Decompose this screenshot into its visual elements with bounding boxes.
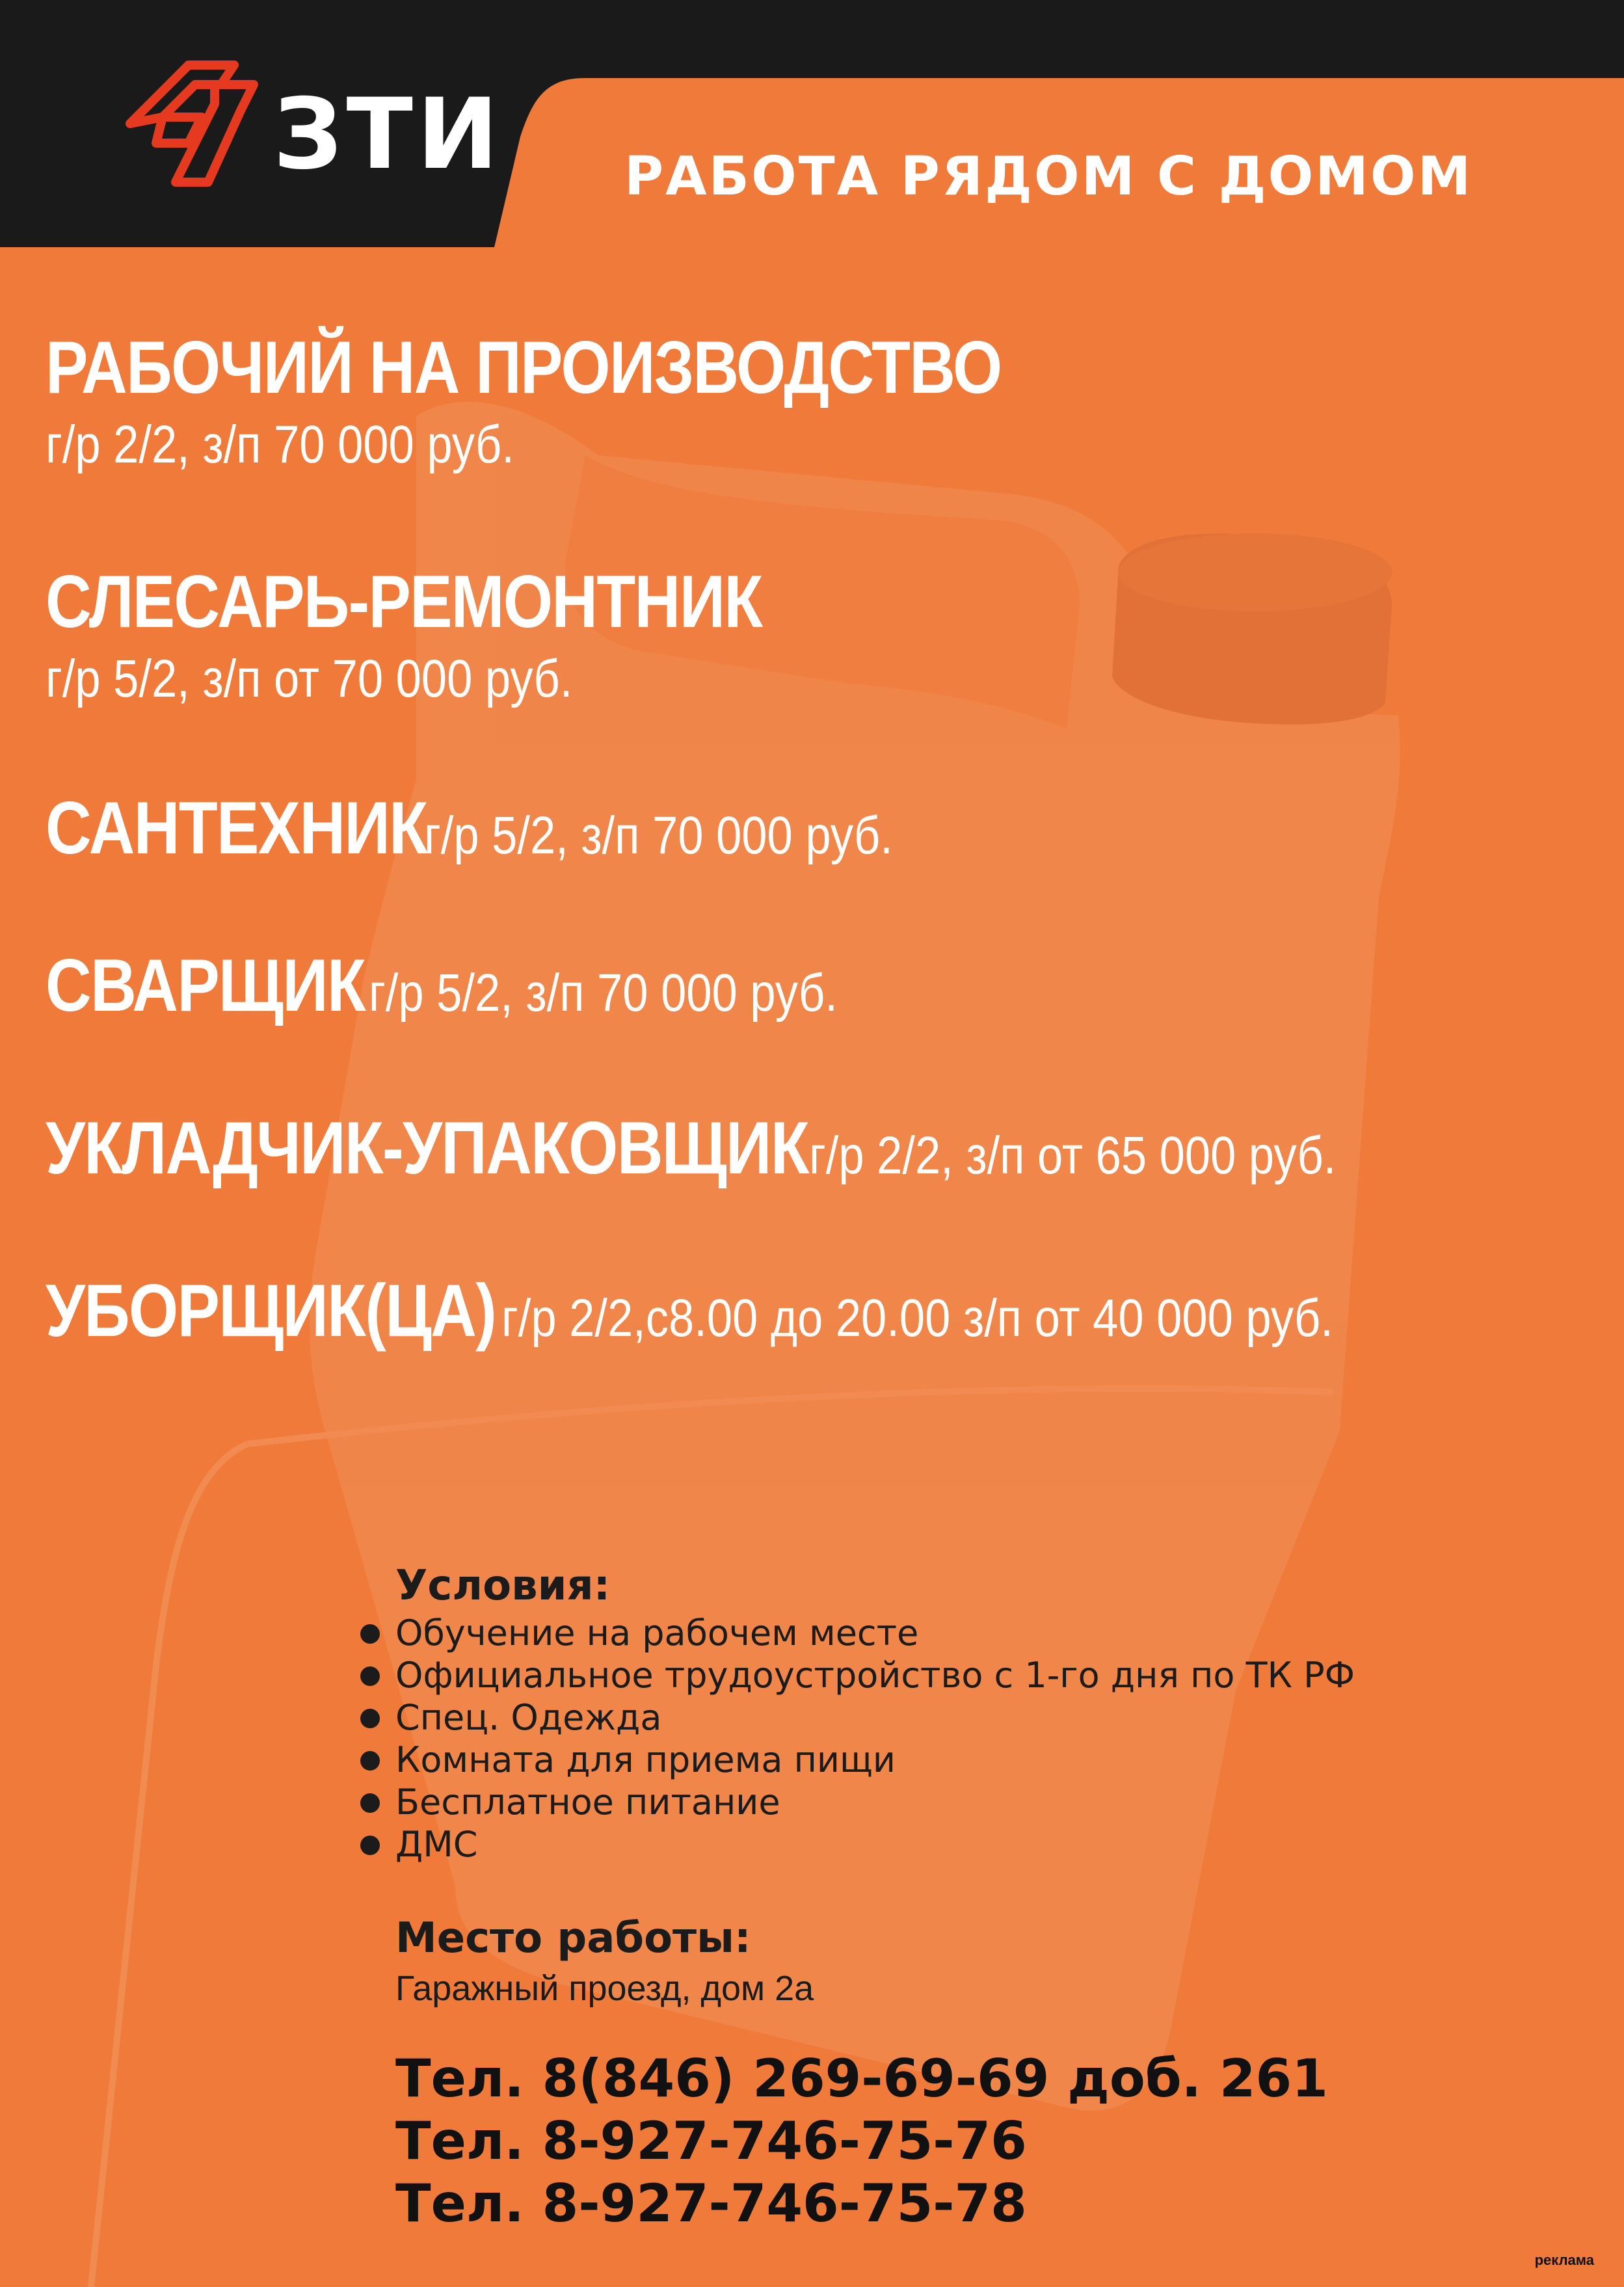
vacancy-details: г/р 5/2, з/п от 70 000 руб.	[46, 649, 573, 708]
bullet-icon	[360, 1666, 380, 1686]
conditions-list	[395, 1612, 1355, 1866]
vacancy-title: УБОРЩИК(ЦА)	[46, 1270, 496, 1352]
vacancy-details: г/р 2/2, з/п от 65 000 руб.	[808, 1126, 1337, 1185]
condition-text: Официальное трудоустройство с 1-го дня по ТК РФ	[395, 1655, 1355, 1696]
bullet-icon	[360, 1751, 380, 1771]
vacancy-title: САНТЕХНИК	[46, 787, 427, 870]
workplace-heading: Место работы:	[395, 1914, 751, 1962]
tagline: РАБОТА РЯДОМ С ДОМОМ	[624, 146, 1473, 207]
conditions-section	[395, 1560, 1355, 1866]
condition-item	[395, 1739, 1355, 1781]
condition-text: Бесплатное питание	[395, 1782, 780, 1823]
condition-item	[395, 1823, 1355, 1866]
zti-logo-mark-icon	[117, 46, 267, 195]
vacancy-title: СВАРЩИК	[46, 944, 366, 1027]
condition-text: Обучение на рабочем месте	[395, 1612, 919, 1653]
condition-text: Спец. Одежда	[395, 1697, 662, 1738]
condition-text: ДМС	[395, 1824, 478, 1865]
vacancy-details: г/р 5/2, з/п 70 000 руб.	[423, 806, 893, 865]
phone-number: Тел. 8-927-746-75-78	[395, 2173, 1027, 2234]
vacancy-title: УКЛАДЧИК-УПАКОВЩИК	[46, 1107, 808, 1190]
vacancy-item	[46, 559, 879, 710]
workplace-address: Гаражный проезд, дом 2а	[395, 1969, 814, 2008]
vacancy-title: РАБОЧИЙ НА ПРОИЗВОДСТВО	[46, 327, 1002, 409]
vacancy-title: СЛЕСАРЬ-РЕМОНТНИК	[46, 561, 762, 643]
workplace-section	[395, 1912, 814, 2013]
phones-section	[395, 2048, 1328, 2235]
condition-item	[395, 1654, 1355, 1696]
vacancy-details: г/р 2/2,с8.00 до 20.00 з/п от 40 000 руб.	[501, 1289, 1333, 1348]
vacancy-item	[46, 786, 969, 871]
bullet-icon	[360, 1793, 380, 1813]
vacancy-item	[46, 1106, 1422, 1191]
phone-number: Тел. 8(846) 269-69-69 доб. 261	[395, 2048, 1328, 2109]
logo-text: ЗТИ	[273, 78, 503, 191]
phone-number: Тел. 8-927-746-75-76	[395, 2111, 1027, 2171]
vacancy-details: г/р 5/2, з/п 70 000 руб.	[369, 963, 838, 1023]
bullet-icon	[360, 1709, 380, 1728]
company-logo	[117, 46, 503, 195]
condition-text: Комната для приема пищи	[395, 1739, 896, 1780]
condition-item	[395, 1612, 1355, 1654]
vacancy-item	[46, 1268, 1469, 1354]
ad-label: реклама	[1534, 2252, 1594, 2268]
vacancy-details: г/р 2/2, з/п 70 000 руб.	[46, 415, 514, 474]
vacancy-item	[46, 325, 1157, 475]
bullet-icon	[360, 1624, 380, 1644]
condition-item	[395, 1781, 1355, 1823]
bullet-icon	[360, 1836, 380, 1855]
conditions-heading: Условия:	[395, 1562, 611, 1610]
vacancy-item	[46, 943, 914, 1028]
condition-item	[395, 1696, 1355, 1739]
